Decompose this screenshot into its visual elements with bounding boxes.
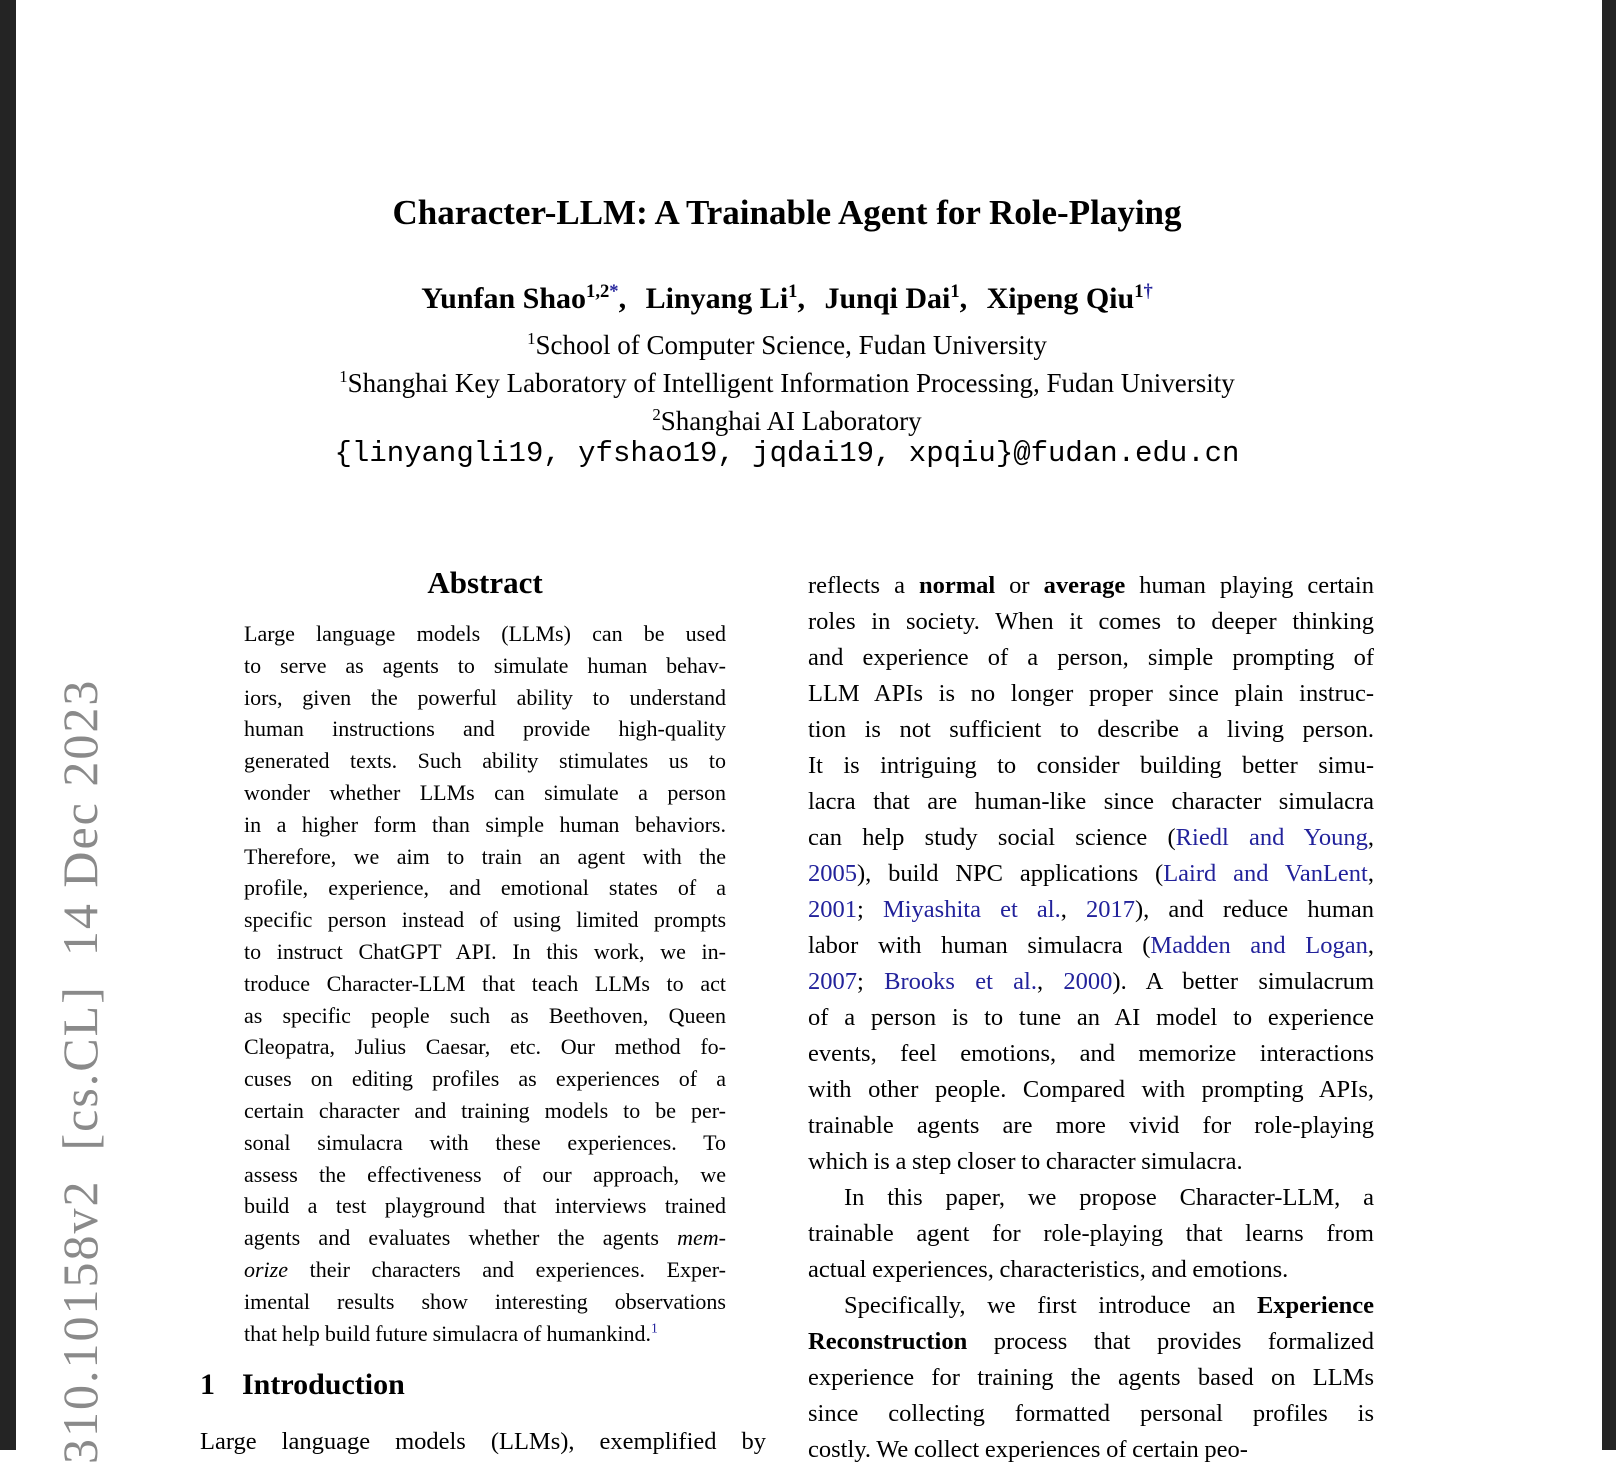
text-line: experience for training the agents based on LLMs (808, 1364, 1374, 1391)
text-line: agents and evaluates whether the agents mem- (244, 1225, 726, 1251)
author: Linyang Li$^1$, (645, 281, 813, 315)
text-line: trainable agent for role-playing that learns from (808, 1220, 1374, 1247)
text-line: in a higher form than simple human behaviors. (244, 811, 726, 837)
text-line: orize their characters and experiences. Exper- (244, 1256, 726, 1282)
text-line: Reconstruction process that provides formalized (808, 1328, 1374, 1355)
text-line: wonder whether LLMs can simulate a person (244, 779, 726, 805)
text-line: which is a step closer to character simulacra. (808, 1148, 1243, 1175)
paper-title: Character-LLM: A Trainable Agent for Role-Playing (392, 193, 1182, 232)
citation-link[interactable]: 2000 (1063, 968, 1113, 995)
text-line: sonal simulacra with these experiences. To (244, 1129, 726, 1155)
text-line: generated texts. Such ability stimulates us to (244, 748, 726, 774)
text-line: reflects a normal or average human playing certain (808, 572, 1374, 599)
text-line: that help build future simulacra of humankind.$^1$ (244, 1320, 658, 1346)
viewer-dark-edge-left (0, 0, 16, 1450)
citation-link[interactable]: 2007 (808, 968, 857, 995)
text-line: 2001; Miyashita et al., 2017), and reduce human (808, 896, 1374, 923)
text-line: Specifically, we first introduce an Experience (844, 1292, 1374, 1319)
text-line: to instruct ChatGPT API. In this work, we in- (244, 938, 726, 964)
text-line: specific person instead of using limited prompts (244, 907, 726, 933)
text-line: profile, experience, and emotional states of a (244, 875, 726, 901)
affiliation: $^1$Shanghai Key Laboratory of Intelligent Information Processing, Fudan University (339, 367, 1235, 398)
text-line: 2005), build NPC applications (Laird and VanLent, (808, 860, 1374, 887)
text-line: Large language models (LLMs) can be used (244, 621, 726, 646)
text-line: It is intriguing to consider building better simu- (808, 752, 1374, 779)
author: Yunfan Shao$^{1,2*}$, (421, 281, 634, 315)
citation-link[interactable]: 2017 (1085, 896, 1135, 923)
text-line: since collecting formatted personal profiles is (808, 1400, 1374, 1427)
text-line: costly. We collect experiences of certain peo- (808, 1436, 1248, 1463)
text-line: lacra that are human-like since character simulacra (808, 788, 1374, 815)
text-line: human instructions and provide high-quality (244, 716, 726, 742)
affiliation: $^2$Shanghai AI Laboratory (652, 405, 922, 436)
section-heading (200, 1368, 405, 1402)
author-line (174, 282, 1400, 316)
author-affil-mark: 1 (1134, 281, 1144, 302)
text-line: Therefore, we aim to train an agent with the (244, 843, 726, 869)
right-column (808, 568, 1374, 1468)
text-line: Large language models (LLMs), exemplified by (200, 1428, 766, 1455)
section-number: 1 (200, 1368, 215, 1401)
text-line: trainable agents are more vivid for role-playing (808, 1112, 1374, 1139)
author-affil-mark: 1,2 (586, 281, 610, 302)
affiliation-list (174, 326, 1400, 440)
text-line: of a person is to tune an AI model to experience (808, 1004, 1374, 1031)
abstract-heading: Abstract (427, 565, 543, 600)
citation-link[interactable]: Laird and VanLent (1163, 860, 1368, 887)
viewer-dark-edge-right (1602, 0, 1616, 1450)
text-line: actual experiences, characteristics, and emotions. (808, 1256, 1289, 1283)
text-line: tion is not sufficient to describe a living person. (808, 716, 1374, 743)
text-line: can help study social science (Riedl and Young, (808, 824, 1374, 851)
text-line: iors, given the powerful ability to understand (244, 684, 726, 710)
citation-link[interactable]: 2005 (808, 860, 857, 887)
text-line: with other people. Compared with prompting APIs, (808, 1076, 1374, 1103)
text-line: to serve as agents to simulate human behav- (244, 652, 726, 678)
abstract-body (244, 618, 726, 1349)
text-line: In this paper, we propose Character-LLM, a (844, 1184, 1374, 1211)
introduction-body (200, 1424, 766, 1460)
arxiv-stamp: 310.10158v2 [cs.CL] 14 Dec 2023 (52, 678, 108, 1464)
citation-link[interactable]: Brooks et al. (884, 968, 1037, 995)
author-footnote-mark[interactable]: * (609, 281, 619, 302)
author-footnote-mark[interactable]: † (1143, 281, 1153, 302)
text-line: LLM APIs is no longer proper since plain instruc- (808, 680, 1374, 707)
text-line: labor with human simulacra (Madden and Logan, (808, 932, 1374, 959)
author-affil-mark: 1 (788, 281, 798, 302)
text-line: as specific people such as Beethoven, Queen (244, 1002, 726, 1028)
footnote-marker[interactable]: 1 (650, 1320, 658, 1336)
author: Xipeng Qiu$^{1\dagger}$ (986, 281, 1153, 315)
text-line: troduce Character-LLM that teach LLMs to act (244, 970, 726, 996)
author: Junqi Dai$^1$, (824, 281, 975, 315)
text-line: Cleopatra, Julius Caesar, etc. Our method fo- (244, 1034, 726, 1060)
author-affil-mark: 1 (950, 281, 960, 302)
citation-link[interactable]: Madden and Logan (1150, 932, 1368, 959)
text-line: imental results show interesting observations (244, 1288, 726, 1314)
email-line: {linyangli19, yfshao19, jqdai19, xpqiu}@fudan.edu.cn (334, 437, 1240, 470)
section-title: Introduction (242, 1368, 405, 1401)
text-line: roles in society. When it comes to deeper thinking (808, 608, 1374, 635)
text-line: build a test playground that interviews trained (244, 1193, 726, 1219)
text-line: events, feel emotions, and memorize interactions (808, 1040, 1374, 1067)
text-line: assess the effectiveness of our approach, we (244, 1161, 726, 1187)
citation-link[interactable]: 2001 (808, 896, 857, 923)
citation-link[interactable]: Riedl and Young (1175, 824, 1368, 851)
text-line: and experience of a person, simple prompting of (808, 644, 1374, 671)
text-line: 2007; Brooks et al., 2000). A better simulacrum (808, 968, 1374, 995)
text-line: certain character and training models to be per- (244, 1097, 726, 1123)
text-line: cuses on editing profiles as experiences of a (244, 1066, 726, 1092)
affiliation: $^1$School of Computer Science, Fudan University (527, 329, 1047, 360)
citation-link[interactable]: Miyashita et al. (882, 896, 1061, 923)
